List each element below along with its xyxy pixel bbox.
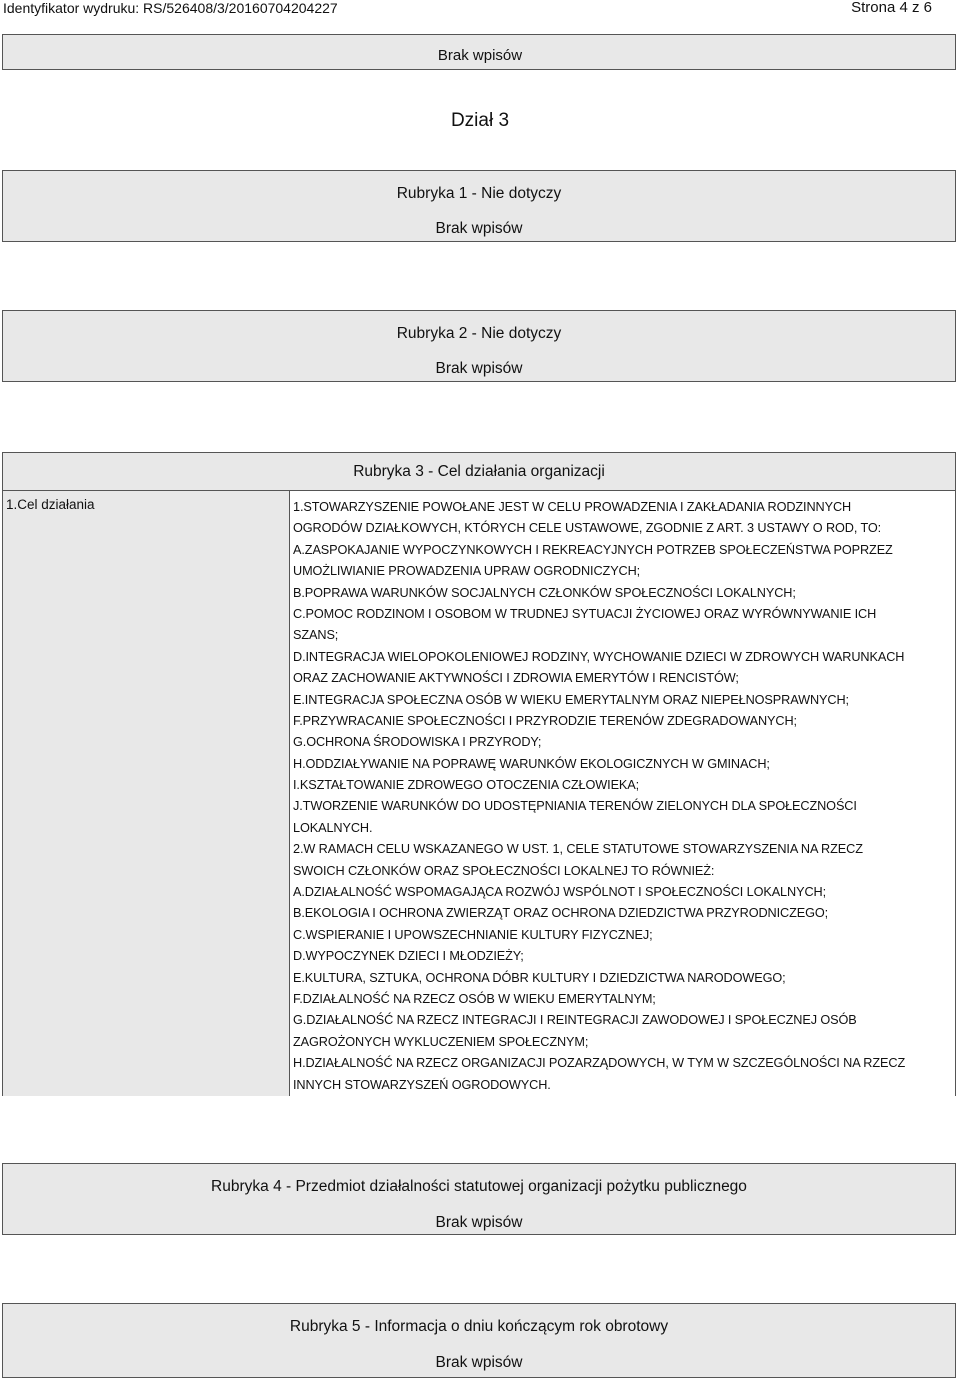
rubryka-5-title: Rubryka 5 - Informacja o dniu kończącym rok obrotowy [289, 1318, 669, 1335]
rubryka-5-empty: Brak wpisów [435, 1354, 523, 1371]
rubryka-3-box [2, 452, 956, 1096]
cel-dzialania-line: A.DZIAŁALNOŚĆ WSPOMAGAJĄCA ROZWÓJ WSPÓLNOT I SPOŁECZNOŚCI LOKALNYCH; [293, 885, 826, 900]
cel-dzialania-line: 1.STOWARZYSZENIE POWOŁANE JEST W CELU PROWADZENIA I ZAKŁADANIA RODZINNYCH [293, 500, 852, 514]
cel-dzialania-line: J.TWORZENIE WARUNKÓW DO UDOSTĘPNIANIA TERENÓW ZIELONYCH DLA SPOŁECZNOŚCI [293, 799, 857, 814]
top-empty-entry: Brak wpisów [437, 47, 523, 64]
rubryka-3-title: Rubryka 3 - Cel działania organizacji [353, 463, 605, 480]
cel-dzialania-line: OGRODÓW DZIAŁKOWYCH, KTÓRYCH CELE USTAWOWE, ZGODNIE Z ART. 3 USTAWY O ROD, TO: [293, 521, 882, 536]
cel-dzialania-label: 1.Cel działania [6, 497, 95, 512]
rubryka-2-title: Rubryka 2 - Nie dotyczy [396, 325, 562, 342]
cel-dzialania-line: F.DZIAŁALNOŚĆ NA RZECZ OSÓB W WIEKU EMERYTALNYM; [293, 991, 656, 1006]
cel-dzialania-row [3, 490, 955, 1096]
cel-dzialania-line: G.OCHRONA ŚRODOWISKA I PRZYRODY; [293, 735, 542, 750]
cel-dzialania-line: INNYCH STOWARZYSZEŃ OGRODOWYCH. [293, 1077, 551, 1092]
rubryka-1-empty: Brak wpisów [435, 220, 523, 237]
cel-dzialania-line: D.INTEGRACJA WIELOPOKOLENIOWEJ RODZINY, WYCHOWANIE DZIECI W ZDROWYCH WARUNKACH [293, 649, 905, 664]
cel-dzialania-line: UMOŻLIWIANIE PROWADZENIA UPRAW OGRODNICZYCH; [293, 564, 641, 579]
cel-dzialania-line: D.WYPOCZYNEK DZIECI I MŁODZIEŻY; [293, 949, 524, 964]
cel-dzialania-line: ZAGROŻONYCH WYKLUCZENIEM SPOŁECZNYM; [293, 1034, 589, 1049]
cel-dzialania-line: B.EKOLOGIA I OCHRONA ZWIERZĄT ORAZ OCHRONA DZIEDZICTWA PRZYRODNICZEGO; [293, 906, 829, 921]
rubryka-2-box [2, 310, 956, 382]
cel-dzialania-line: B.POPRAWA WARUNKÓW SOCJALNYCH CZŁONKÓW SPOŁECZNOŚCI LOKALNYCH; [293, 585, 796, 600]
cel-dzialania-line: F.PRZYWRACANIE SPOŁECZNOŚCI I PRZYRODZIE TERENÓW ZDEGRADOWANYCH; [293, 713, 797, 728]
page-number: Strona 4 z 6 [851, 0, 932, 16]
cel-dzialania-line: E.INTEGRACJA SPOŁECZNA OSÓB W WIEKU EMERYTALNYM ORAZ NIEPEŁNOSPRAWNYCH; [293, 692, 849, 707]
rubryka-5-box [2, 1303, 956, 1378]
rubryka-4-title: Rubryka 4 - Przedmiot działalności statutowej organizacji pożytku publicznego [211, 1178, 747, 1195]
cel-dzialania-line: H.DZIAŁALNOŚĆ NA RZECZ ORGANIZACJI POZARZĄDOWYCH, W TYM W SZCZEGÓLNOŚCI NA RZECZ [293, 1056, 906, 1071]
cel-dzialania-line: SZANS; [293, 628, 339, 643]
cel-dzialania-line: C.WSPIERANIE I UPOWSZECHNIANIE KULTURY FIZYCZNEJ; [293, 927, 653, 942]
cel-dzialania-line: G.DZIAŁALNOŚĆ NA RZECZ INTEGRACJI I REINTEGRACJI ZAWODOWEJ I SPOŁECZNEJ OSÓB [293, 1013, 857, 1028]
print-identifier: Identyfikator wydruku: RS/526408/3/20160704204227 [3, 0, 338, 16]
cel-dzialania-line: A.ZASPOKAJANIE WYPOCZYNKOWYCH I REKREACYJNYCH POTRZEB SPOŁECZEŃSTWA POPRZEZ [293, 542, 893, 557]
cel-dzialania-line: ORAZ ZACHOWANIE AKTYWNOŚCI I ZDROWIA EMERYTÓW I RENCISTÓW; [293, 671, 739, 686]
cel-dzialania-line: E.KULTURA, SZTUKA, OCHRONA DÓBR KULTURY I DZIEDZICTWA NARODOWEGO; [293, 970, 786, 985]
cel-dzialania-label-cell [3, 491, 290, 1096]
cel-dzialania-text [293, 497, 948, 1096]
cel-dzialania-line: SWOICH CZŁONKÓW ORAZ SPOŁECZNOŚCI LOKALNEJ TO RÓWNIEŻ: [293, 863, 715, 878]
cel-dzialania-line: I.KSZTAŁTOWANIE ZDROWEGO OTOCZENIA CZŁOWIEKA; [293, 778, 640, 793]
dzial-title: Dział 3 [450, 110, 510, 131]
rubryka-1-title: Rubryka 1 - Nie dotyczy [396, 185, 562, 202]
rubryka-1-box [2, 170, 956, 242]
cel-dzialania-line: H.ODDZIAŁYWANIE NA POPRAWĘ WARUNKÓW EKOLOGICZNYCH W GMINACH; [293, 756, 770, 771]
cel-dzialania-line: C.POMOC RODZINOM I OSOBOM W TRUDNEJ SYTUACJI ŻYCIOWEJ ORAZ WYRÓWNYWANIE ICH [293, 606, 877, 621]
cel-dzialania-line: 2.W RAMACH CELU WSKAZANEGO W UST. 1, CELE STATUTOWE STOWARZYSZENIA NA RZECZ [293, 842, 863, 857]
cel-dzialania-line: LOKALNYCH. [293, 820, 373, 835]
rubryka-4-empty: Brak wpisów [435, 1214, 523, 1231]
rubryka-2-empty: Brak wpisów [435, 360, 523, 377]
rubryka-4-box [2, 1163, 956, 1235]
